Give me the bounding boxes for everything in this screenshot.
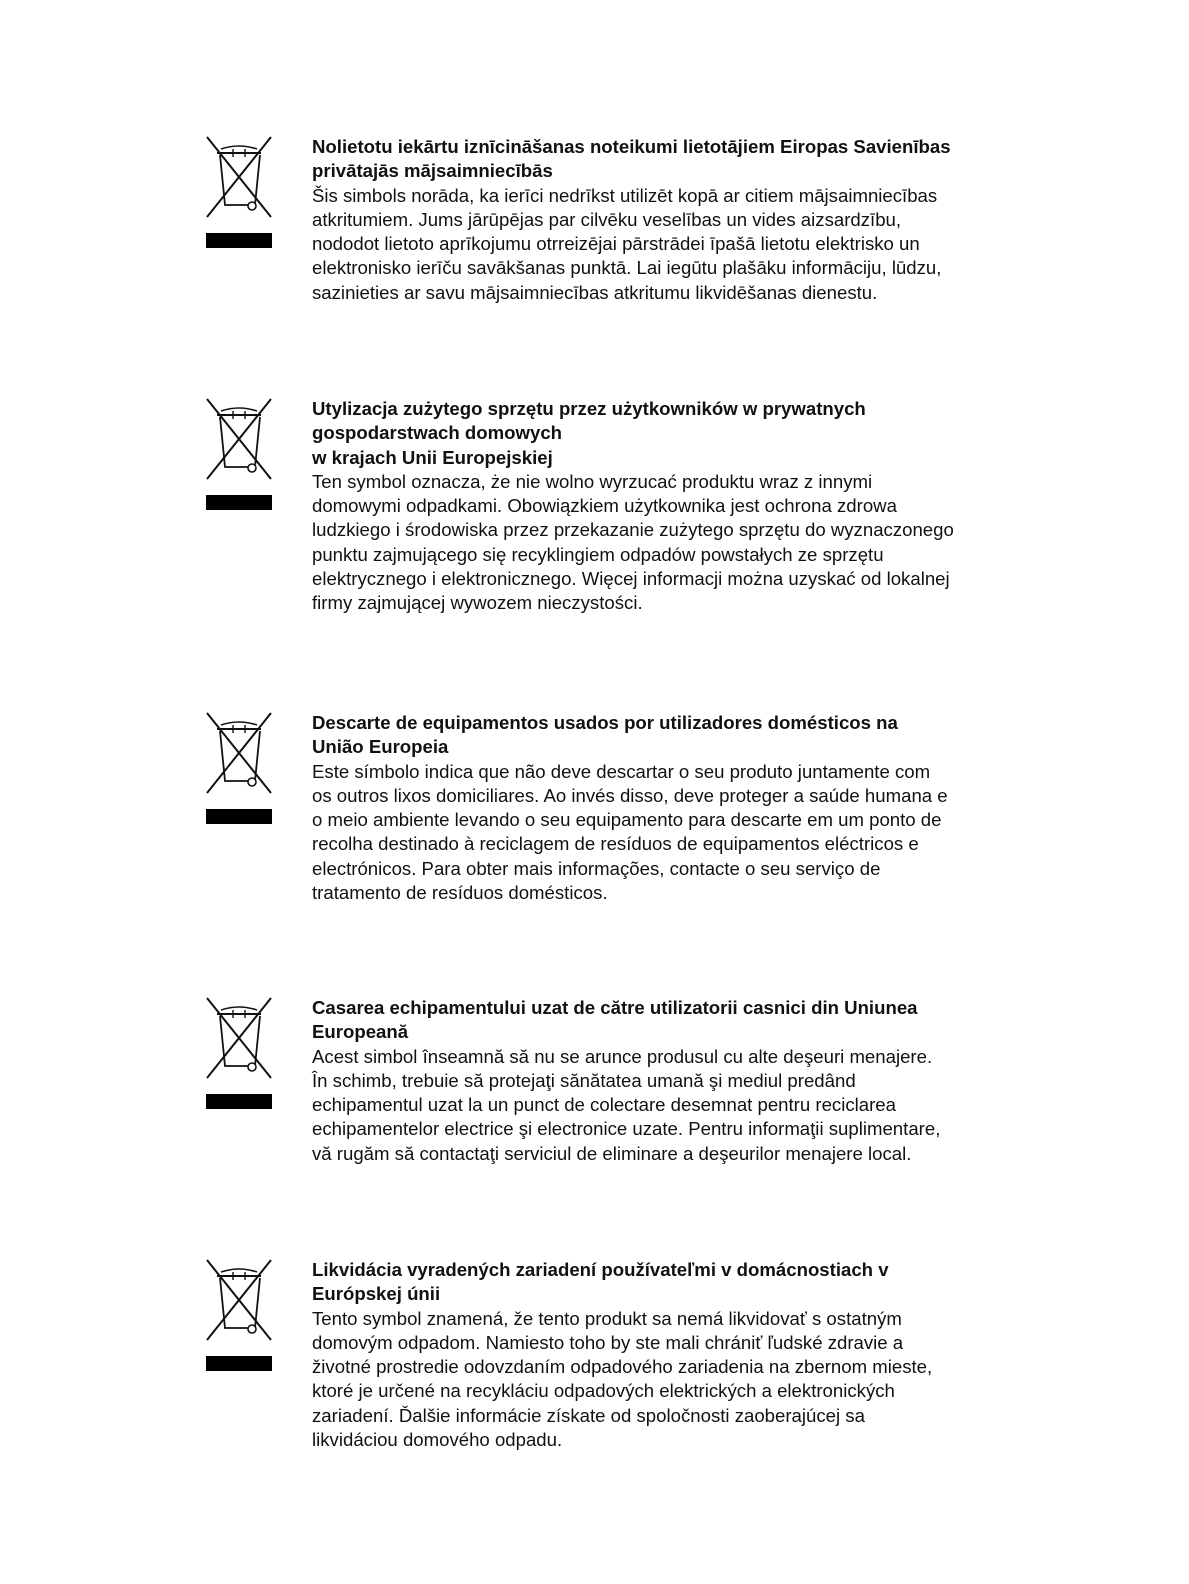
crossed-out-wheelie-bin-icon (205, 397, 273, 515)
crossed-out-wheelie-bin-icon (205, 135, 273, 253)
crossed-out-wheelie-bin-icon (205, 1258, 273, 1376)
section-text (312, 135, 1012, 305)
crossed-out-wheelie-bin-icon (205, 711, 273, 829)
section-body: Tento symbol znamená, že tento produkt sa nemá likvidovať s ostatným domovým odpadom. Namiesto toho by ste mali chrániť ľudské zdravie a životné prostredie odovzdaním odpadového zariadenia na zbernom mieste, ktoré je určené na recykláciu odpadových elektrických a elektronických zariadení. Ďalšie informácie získate od spoločnosti zaoberajúcej sa likvidáciou domového odpadu. (312, 1307, 933, 1451)
section-title: Casarea echipamentului uzat de către utilizatorii casnici din Uniunea Europeană (312, 997, 918, 1043)
section-text (312, 711, 1012, 905)
section-title: Likvidácia vyradených zariadení používateľmi v domácnostiach v Európskej únii (312, 1259, 889, 1305)
section-body: Este símbolo indica que não deve descartar o seu produto juntamente com os outros lixos domiciliares. Ao invés disso, deve proteger a saúde humana e o meio ambiente levando o seu equipamento para descarte em um ponto de recolha destinado à reciclagem de resíduos de equipamentos eléctricos e electrónicos. Para obter mais informações, contacte o seu serviço de tratamento de resíduos domésticos. (312, 760, 948, 904)
section-body: Šis simbols norāda, ka ierīci nedrīkst utilizēt kopā ar citiem mājsaimniecības atkritumiem. Jums jārūpējas par cilvēku veselības un vides aizsardzību, nododot lietoto aprīkojumu otrreizējai pārstrādei īpašā lietotu elektrisko un elektronisko ierīču savākšanas punktā. Lai iegūtu plašāku informāciju, lūdzu, sazinieties ar savu mājsaimniecības atkritumu likvidēšanas dienestu. (312, 184, 942, 303)
section-title: Descarte de equipamentos usados por utilizadores domésticos na União Europeia (312, 712, 898, 758)
section-text (312, 397, 1012, 616)
section-title: Nolietotu iekārtu iznīcināšanas noteikumi lietotājiem Eiropas Savienības privātajās mājsaimniecībās (312, 136, 951, 182)
section-body: Ten symbol oznacza, że nie wolno wyrzucać produktu wraz z innymi domowymi odpadkami. Obowiązkiem użytkownika jest ochrona zdrowa ludzkiego i środowiska przez przekazanie zużytego sprzętu do wyznaczonego punktu zajmującego się recyklingiem odpadów powstałych ze sprzętu elektrycznego i elektronicznego. Więcej informacji można uzyskać od lokalnej firmy zajmującej wywozem nieczystości. (312, 470, 954, 614)
section-title: Utylizacja zużytego sprzętu przez użytkowników w prywatnych gospodarstwach domowych w krajach Unii Europejskiej (312, 398, 866, 468)
section-text (312, 1258, 1012, 1452)
crossed-out-wheelie-bin-icon (205, 996, 273, 1114)
section-text (312, 996, 1012, 1166)
section-body: Acest simbol înseamnă să nu se arunce produsul cu alte deşeuri menajere. În schimb, trebuie să protejaţi sănătatea umană şi mediul predând echipamentul uzat la un punct de colectare desemnat pentru reciclarea echipamentelor electrice şi electronice uzate. Pentru informaţii suplimentare, vă rugăm să contactaţi serviciul de eliminare a deşeurilor menajere local. (312, 1045, 941, 1164)
